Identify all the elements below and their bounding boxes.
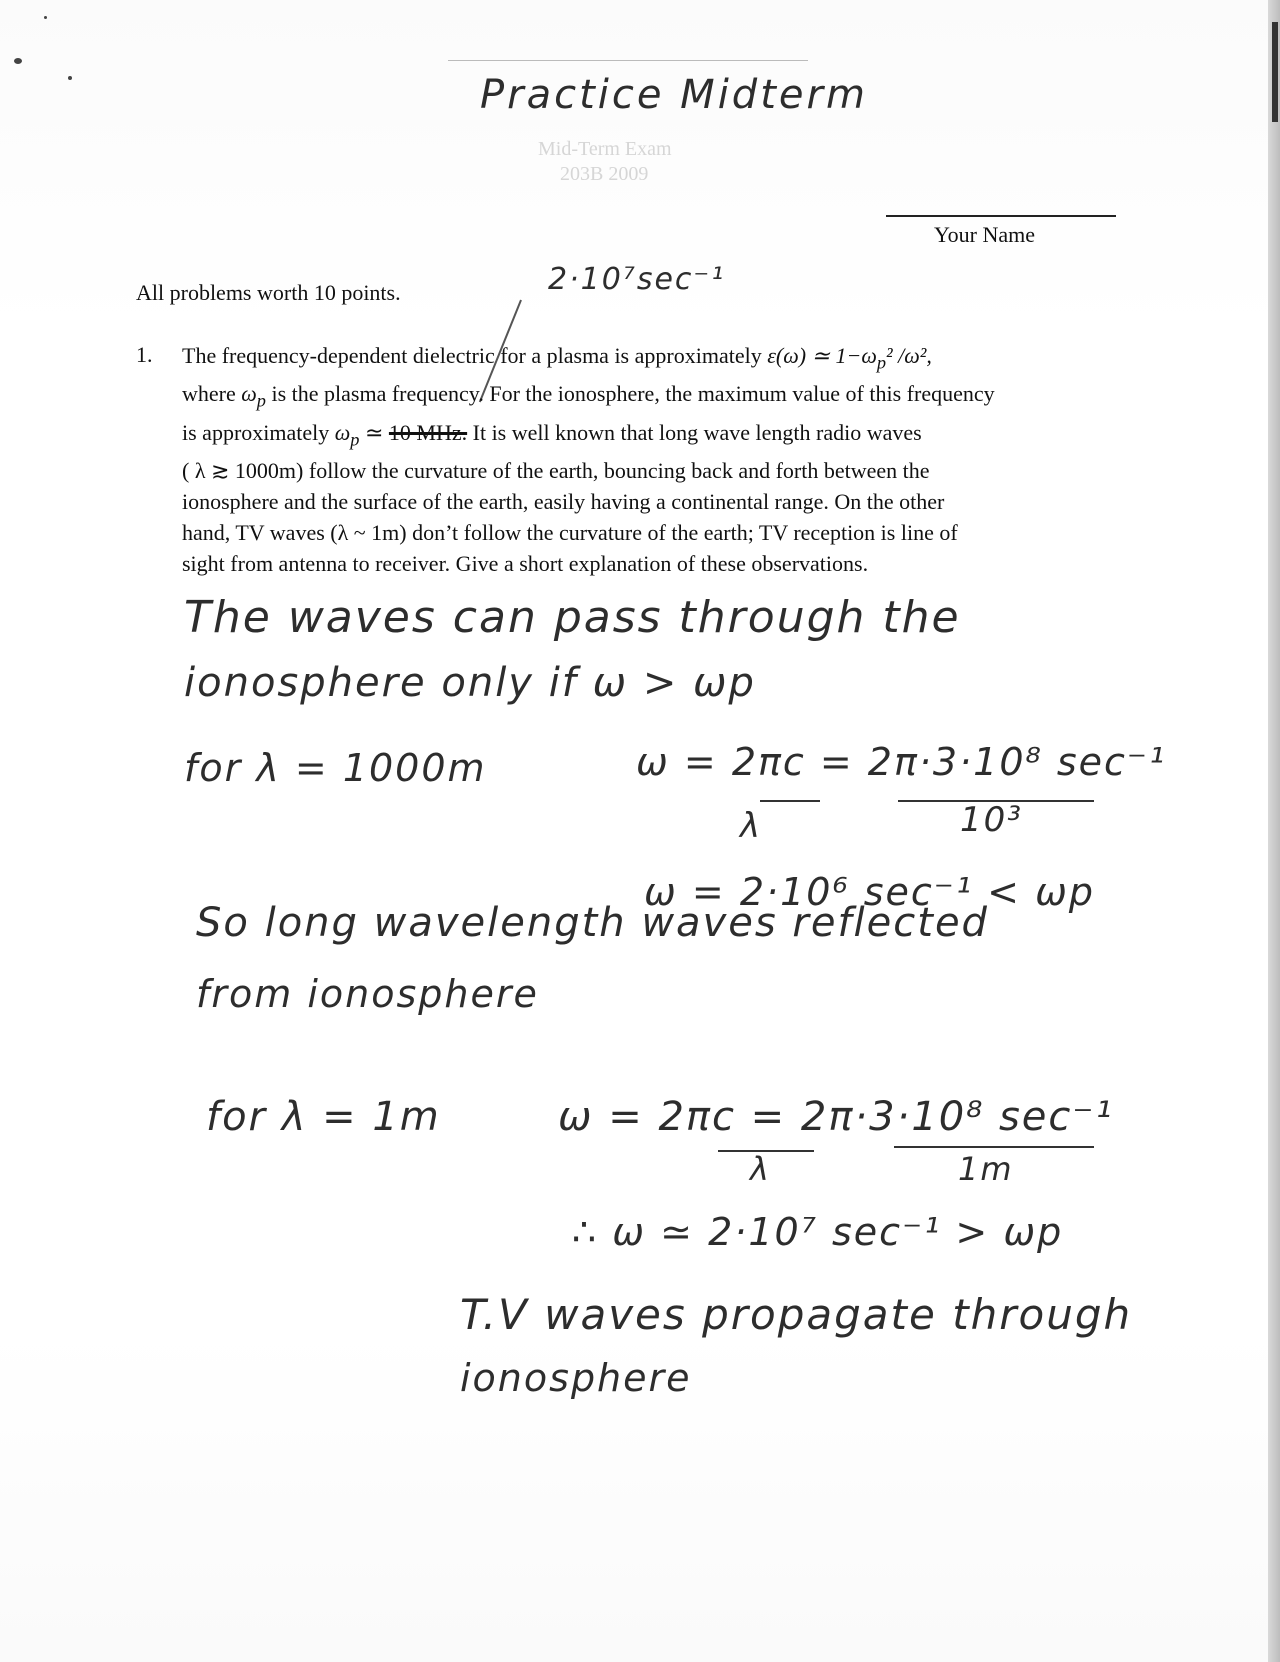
math-expression: ² /ω², — [886, 343, 932, 368]
points-instructions: All problems worth 10 points. — [136, 280, 401, 305]
answer-equation: ∴ ω ≃ 2·10⁷ sec⁻¹ > ωp — [572, 1210, 1064, 1254]
scan-speck — [14, 58, 22, 64]
fraction-bar — [760, 800, 820, 802]
answer-equation: ω = 2πc = 2π·3·10⁸ sec⁻¹ — [636, 740, 1167, 784]
answer-denominator: 1m — [958, 1150, 1014, 1188]
answer-denominator: λ — [750, 1150, 771, 1188]
answer-equation: ω = 2πc = 2π·3·10⁸ sec⁻¹ — [558, 1094, 1114, 1140]
problem-line: sight from antenna to receiver. Give a short explanation of these observations. — [182, 551, 869, 577]
math-symbol: ω — [334, 419, 351, 445]
answer-line: So long wavelength waves reflected — [196, 900, 989, 946]
answer-denominator: λ — [740, 806, 763, 846]
margin-note-frequency: 2·10⁷sec⁻¹ — [548, 262, 726, 297]
math-subscript: p — [350, 429, 360, 450]
scan-edge — [1268, 0, 1280, 1662]
scan-speck — [68, 76, 72, 80]
struck-value: 10 MHz. — [388, 419, 468, 445]
problem-text-run: is the plasma frequency. For the ionosphere, the maximum value of this frequency — [265, 381, 995, 407]
answer-line: for λ = 1m — [206, 1094, 441, 1140]
problem-line — [182, 378, 1122, 416]
faded-course: 203B 2009 — [560, 163, 649, 185]
answer-line: for λ = 1000m — [184, 746, 487, 790]
problem-number: 1. — [136, 342, 153, 367]
answer-line: T.V waves propagate through — [460, 1290, 1133, 1339]
problem-text-run: ≃ — [359, 419, 389, 445]
problem-text-run: It is well known that long wave length radio waves — [467, 419, 922, 445]
answer-line: The waves can pass through the — [184, 592, 961, 643]
problem-line: ( λ ≳ 1000m) follow the curvature of the earth, bouncing back and forth between the — [182, 458, 930, 484]
answer-denominator: 10³ — [960, 800, 1023, 840]
math-subscript: p — [256, 390, 266, 411]
problem-text — [182, 340, 1122, 579]
handwritten-title: Practice Midterm — [480, 72, 868, 118]
name-line — [886, 215, 1116, 217]
faded-title: Mid-Term Exam — [538, 138, 672, 160]
answer-equation: ω = 2·10⁶ sec⁻¹ < ωp — [644, 870, 1096, 914]
problem-text-run: The frequency-dependent dielectric for a plasma is approximately — [182, 343, 768, 368]
problem-line: ionosphere and the surface of the earth, easily having a continental range. On the other — [182, 489, 945, 515]
problem-line: hand, TV waves (λ ~ 1m) don’t follow the curvature of the earth; TV reception is line of — [182, 520, 958, 546]
scan-edge-mark — [1272, 22, 1278, 122]
math-symbol: ω — [241, 381, 257, 407]
scan-speck — [44, 16, 47, 19]
problem-text-run: where — [182, 381, 242, 407]
fraction-bar — [894, 1146, 1094, 1148]
problem-line — [182, 417, 1122, 455]
answer-line: ionosphere only if ω > ωp — [184, 660, 756, 706]
answer-line: ionosphere — [460, 1356, 692, 1400]
answer-line: from ionosphere — [196, 972, 539, 1016]
problem-line — [182, 340, 1122, 378]
math-subscript: p — [876, 352, 887, 373]
name-label: Your Name — [934, 222, 1036, 247]
math-expression: ε(ω) ≃ 1−ω — [767, 343, 877, 368]
problem-text-run: is approximately — [182, 419, 335, 445]
